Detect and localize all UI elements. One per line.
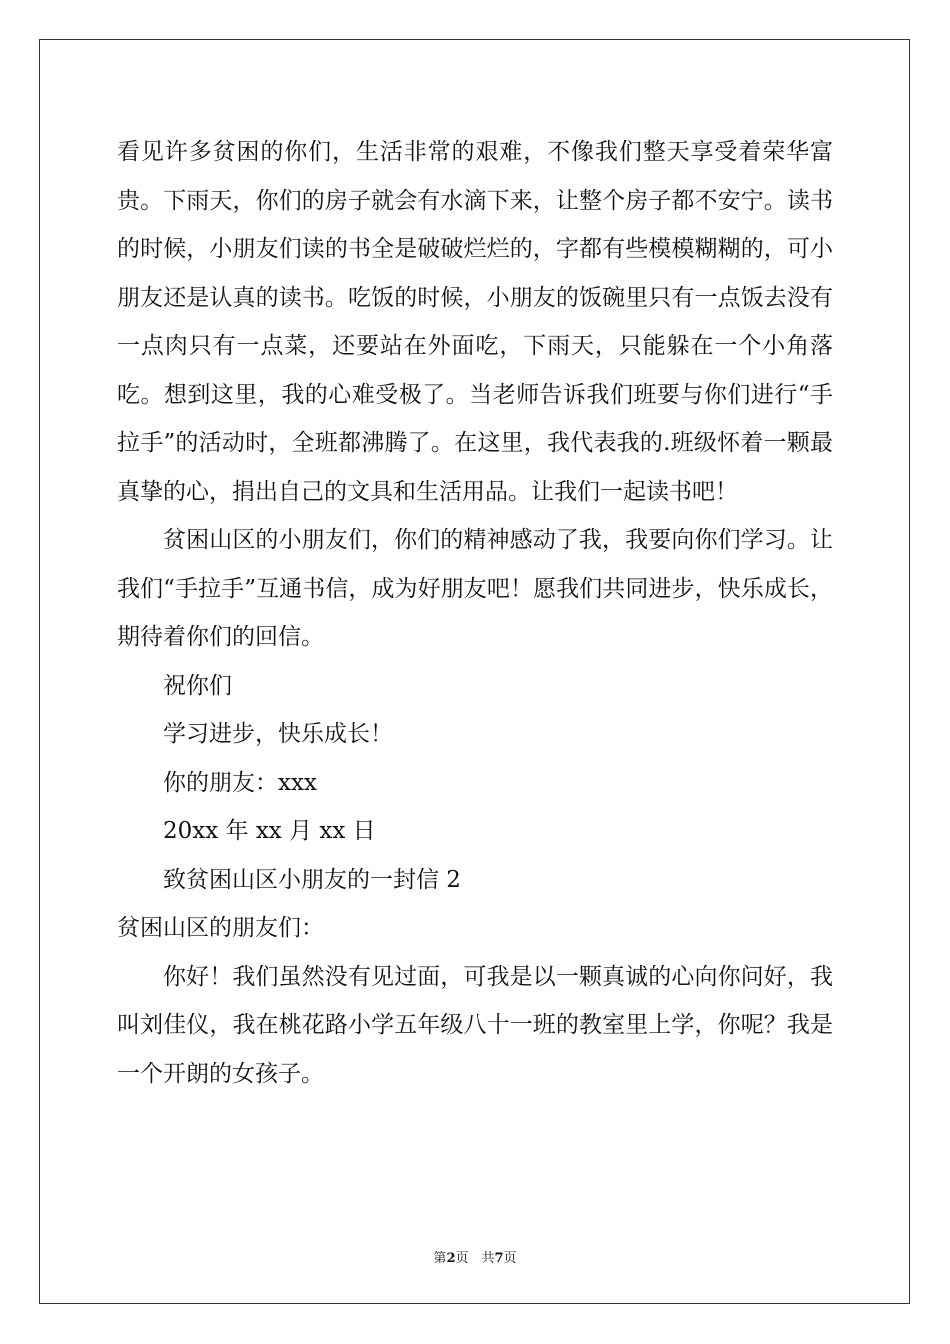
closing-signature: 你的朋友：xxx xyxy=(163,769,317,796)
paragraph-1: 看见许多贫困的你们，生活非常的艰难，不像我们整天享受着荣华富贵。下雨天，你们的房子就会有水滴下来，让整个房子都不安宁。读书的时候，小朋友们读的书全是破破烂烂的，字都有些模模糊糊的，可小朋友还是认真的读书。吃饭的时候，小朋友的饭碗里只有一点饭去没有一点肉只有一点菜，还要站在外面吃，下雨天，只能躲在一个小角落吃。想到这里，我的心难受极了。当老师告诉我们班要与你们进行“手拉手”的活动时，全班都沸腾了。在这里，我代表我的.班级怀着一颗最真挚的心，捐出自己的文具和生活用品。让我们一起读书吧！ xyxy=(117,139,833,505)
paragraph-2: 贫困山区的小朋友们，你们的精神感动了我，我要向你们学习。让我们“手拉手”互通书信，成为好朋友吧！愿我们共同进步，快乐成长，期待着你们的回信。 xyxy=(117,527,833,650)
document-body xyxy=(117,128,833,1098)
footer-page-mid: 页 共 xyxy=(455,1251,495,1266)
letter2-title: 致贫困山区小朋友的一封信 2 xyxy=(163,866,461,893)
closing-wish: 学习进步，快乐成长！ xyxy=(163,721,393,747)
footer-page-prefix: 第 xyxy=(433,1251,447,1266)
footer-page-total: 7 xyxy=(494,1251,504,1266)
page-footer xyxy=(0,1247,950,1266)
letter2-salutation: 贫困山区的朋友们： xyxy=(117,915,324,941)
footer-page-suffix: 页 xyxy=(503,1251,517,1266)
closing-greeting: 祝你们 xyxy=(163,672,232,699)
letter2-paragraph-1: 你好！我们虽然没有见过面，可我是以一颗真诚的心向你问好，我叫刘佳仪，我在桃花路小学五年级八十一班的教室里上学，你呢？我是一个开朗的女孩子。 xyxy=(117,963,833,1087)
closing-date: 20xx 年 xx 月 xx 日 xyxy=(163,818,376,844)
footer-page-current: 2 xyxy=(446,1251,456,1266)
